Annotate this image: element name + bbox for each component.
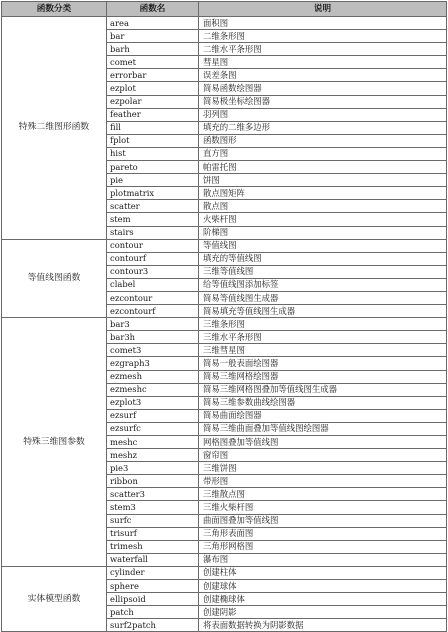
function-name-cell: cylinder — [107, 566, 199, 579]
description-cell: 简易三维参数曲线绘图器 — [199, 396, 447, 409]
function-name-cell: ezmeshc — [107, 383, 199, 396]
function-name-cell: bar3h — [107, 331, 199, 344]
description-cell: 简易三维网格图叠加等值线图生成器 — [199, 383, 447, 396]
function-name-cell: barh — [107, 43, 199, 56]
description-cell: 二维水平条形图 — [199, 43, 447, 56]
function-name-cell: ribbon — [107, 475, 199, 488]
description-cell: 简易一般表面绘图器 — [199, 357, 447, 370]
function-name-cell: ezgraph3 — [107, 357, 199, 370]
description-cell: 羽列图 — [199, 108, 447, 121]
description-cell: 瀑布图 — [199, 553, 447, 566]
function-name-cell: scatter3 — [107, 488, 199, 501]
description-cell: 彗星图 — [199, 56, 447, 69]
description-cell: 误差条图 — [199, 69, 447, 82]
description-cell: 三维条形图 — [199, 318, 447, 331]
function-name-cell: ezsurf — [107, 409, 199, 422]
description-cell: 三维水平条形图 — [199, 331, 447, 344]
category-cell: 等值线图函数 — [2, 239, 107, 318]
header-category: 函数分类 — [2, 2, 107, 17]
function-name-cell: fill — [107, 121, 199, 134]
table-row — [2, 566, 447, 579]
function-name-cell: scatter — [107, 200, 199, 213]
function-name-cell: meshz — [107, 449, 199, 462]
function-table — [1, 1, 447, 632]
function-name-cell: fplot — [107, 134, 199, 147]
description-cell: 填充的等值线图 — [199, 252, 447, 265]
description-cell: 三维火柴杆图 — [199, 501, 447, 514]
description-cell: 简易三维网格绘图器 — [199, 370, 447, 383]
function-name-cell: pie3 — [107, 462, 199, 475]
description-cell: 三维等值线图 — [199, 265, 447, 278]
description-cell: 简易函数绘图器 — [199, 82, 447, 95]
function-name-cell: waterfall — [107, 553, 199, 566]
description-cell: 二维条形图 — [199, 30, 447, 43]
description-cell: 窗帘图 — [199, 449, 447, 462]
description-cell: 简易三维曲面叠加等值线图绘图器 — [199, 422, 447, 435]
description-cell: 简易曲面绘图器 — [199, 409, 447, 422]
header-function-name: 函数名 — [107, 2, 199, 17]
function-name-cell: bar3 — [107, 318, 199, 331]
description-cell: 创建椭球体 — [199, 593, 447, 606]
function-name-cell: patch — [107, 606, 199, 619]
function-name-cell: ezmesh — [107, 370, 199, 383]
table-row — [2, 318, 447, 331]
function-name-cell: stem3 — [107, 501, 199, 514]
function-name-cell: contour3 — [107, 265, 199, 278]
header-description: 说明 — [199, 2, 447, 17]
function-name-cell: ezplot — [107, 82, 199, 95]
function-name-cell: area — [107, 17, 199, 30]
function-name-cell: clabel — [107, 278, 199, 291]
function-name-cell: comet — [107, 56, 199, 69]
function-name-cell: plotmatrix — [107, 187, 199, 200]
description-cell: 将表面数据转换为阴影数据 — [199, 619, 447, 632]
function-name-cell: trisurf — [107, 527, 199, 540]
category-cell: 实体模型函数 — [2, 566, 107, 631]
description-cell: 三维散点图 — [199, 488, 447, 501]
function-name-cell: contour — [107, 239, 199, 252]
description-cell: 创建球体 — [199, 580, 447, 593]
function-name-cell: ezcontour — [107, 291, 199, 304]
table-body — [2, 17, 447, 632]
description-cell: 创建柱体 — [199, 566, 447, 579]
function-name-cell: contourf — [107, 252, 199, 265]
table-row — [2, 239, 447, 252]
description-cell: 曲面图叠加等值线图 — [199, 514, 447, 527]
description-cell: 直方图 — [199, 147, 447, 160]
function-name-cell: ellipsoid — [107, 593, 199, 606]
function-name-cell: bar — [107, 30, 199, 43]
function-name-cell: trimesh — [107, 540, 199, 553]
table-row — [2, 17, 447, 30]
function-name-cell: surf2patch — [107, 619, 199, 632]
description-cell: 三角形表面图 — [199, 527, 447, 540]
function-name-cell: comet3 — [107, 344, 199, 357]
description-cell: 函数图形 — [199, 134, 447, 147]
description-cell: 饼图 — [199, 174, 447, 187]
function-name-cell: errorbar — [107, 69, 199, 82]
function-name-cell: sphere — [107, 580, 199, 593]
description-cell: 网格图叠加等值线图 — [199, 436, 447, 449]
description-cell: 散点图 — [199, 200, 447, 213]
description-cell: 三角形网格图 — [199, 540, 447, 553]
description-cell: 简易等值线图生成器 — [199, 291, 447, 304]
description-cell: 帕雷托图 — [199, 161, 447, 174]
function-name-cell: stairs — [107, 226, 199, 239]
function-name-cell: pareto — [107, 161, 199, 174]
description-cell: 散点图矩阵 — [199, 187, 447, 200]
function-name-cell: feather — [107, 108, 199, 121]
description-cell: 火柴杆图 — [199, 213, 447, 226]
description-cell: 阶梯图 — [199, 226, 447, 239]
function-name-cell: hist — [107, 147, 199, 160]
description-cell: 三维彗星图 — [199, 344, 447, 357]
table-header-row — [2, 2, 447, 17]
description-cell: 填充的二维多边形 — [199, 121, 447, 134]
function-name-cell: meshc — [107, 436, 199, 449]
description-cell: 面积图 — [199, 17, 447, 30]
function-name-cell: ezsurfc — [107, 422, 199, 435]
function-name-cell: stem — [107, 213, 199, 226]
function-name-cell: ezplot3 — [107, 396, 199, 409]
description-cell: 创建阴影 — [199, 606, 447, 619]
description-cell: 简易填充等值线图生成器 — [199, 305, 447, 318]
description-cell: 带形图 — [199, 475, 447, 488]
function-name-cell: pie — [107, 174, 199, 187]
category-cell: 特殊三维图参数 — [2, 318, 107, 567]
description-cell: 简易极坐标绘图器 — [199, 95, 447, 108]
description-cell: 给等值线图添加标签 — [199, 278, 447, 291]
category-cell: 特殊二维图形函数 — [2, 17, 107, 240]
function-table-container — [1, 1, 446, 632]
function-name-cell: surfc — [107, 514, 199, 527]
function-name-cell: ezcontourf — [107, 305, 199, 318]
description-cell: 等值线图 — [199, 239, 447, 252]
description-cell: 三维饼图 — [199, 462, 447, 475]
function-name-cell: ezpolar — [107, 95, 199, 108]
